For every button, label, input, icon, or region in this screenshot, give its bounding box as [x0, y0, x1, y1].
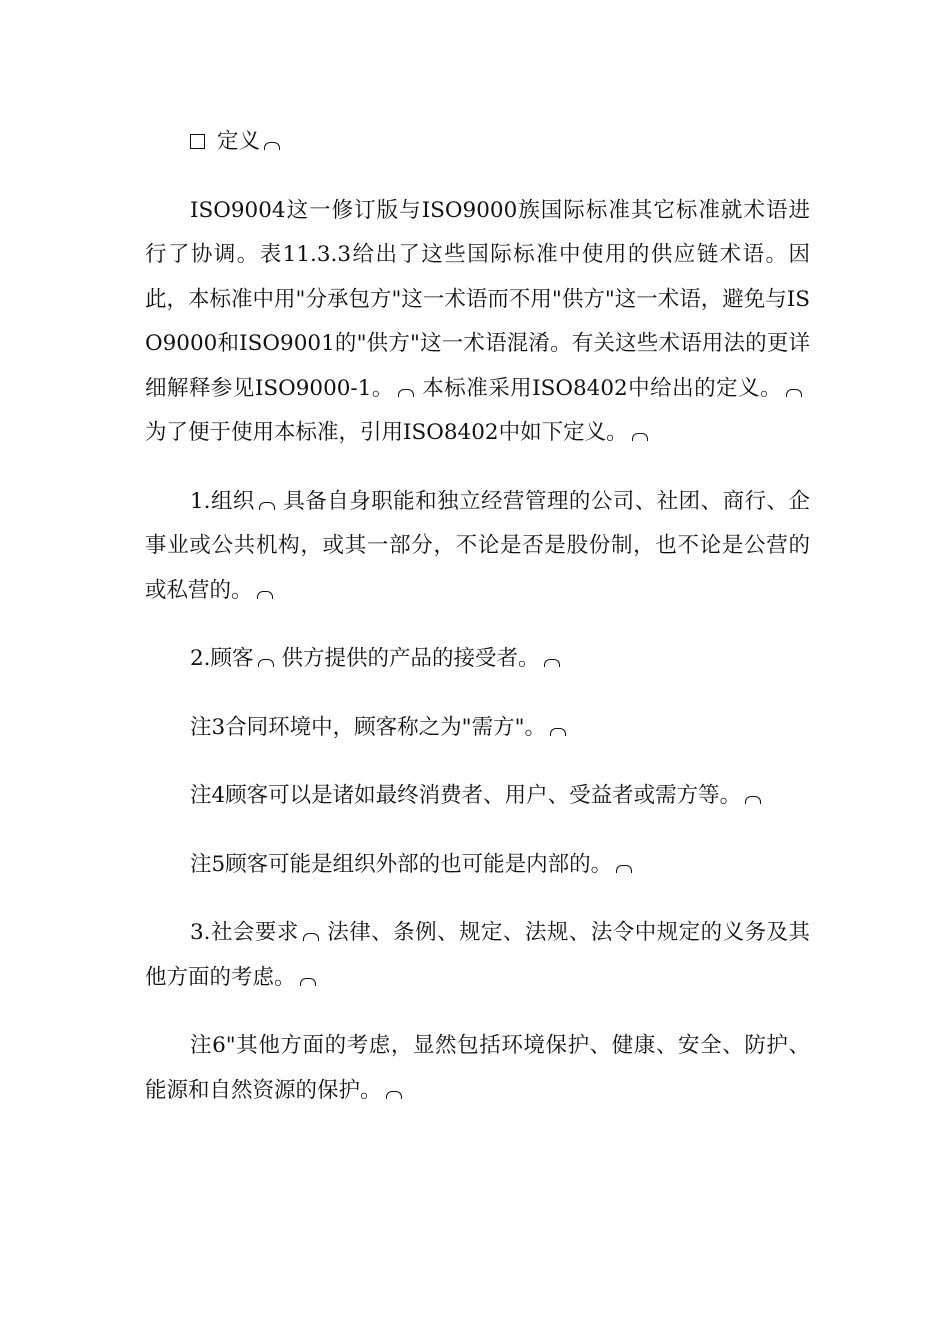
- definition-heading: [145, 120, 810, 165]
- term-definition: 法律、条例、规定、法规、法令中规定的义务及其他方面的考虑。: [145, 920, 810, 990]
- note-4: [145, 774, 810, 819]
- paragraph-mark-icon: [398, 389, 414, 397]
- note-5: [145, 843, 810, 888]
- term-label: 2.顾客: [190, 646, 254, 671]
- paragraph-mark-icon: [264, 142, 280, 150]
- note-text: 注3合同环境中，顾客称之为"需方"。: [190, 714, 546, 740]
- term-label: 3.社会要求: [190, 920, 299, 945]
- intro-text-3: 为了便于使用本标准，引用ISO8402中如下定义。: [145, 420, 628, 445]
- note-6: [145, 1024, 810, 1113]
- checkbox-icon: [190, 134, 205, 149]
- note-text: 注6"其他方面的考虑，显然包括环境保护、健康、安全、防护、能源和自然资源的保护。: [145, 1033, 810, 1103]
- term-definition: 具备自身职能和独立经营管理的公司、社团、商行、企事业或公共机构，或其一部分，不论是否是股份制，也不论是公营的或私营的。: [145, 488, 810, 603]
- definition-social-requirements: [145, 911, 810, 1000]
- term-label: 1.组织: [190, 488, 255, 514]
- definition-customer: [145, 637, 810, 682]
- note-3: [145, 706, 810, 751]
- note-text: 注4顾客可以是诸如最终消费者、用户、受益者或需方等。: [190, 783, 742, 808]
- paragraph-mark-icon: [257, 591, 273, 599]
- paragraph-mark-icon: [259, 502, 275, 510]
- intro-paragraph: [145, 189, 810, 456]
- paragraph-mark-icon: [632, 433, 648, 441]
- intro-text: ISO9004这一修订版与ISO9000族国际标准其它标准就术语进行了协调。表11.3.3给出了这些国际标准中使用的供应链术语。因此，本标准中用"分承包方"这一术语而不用"供方"这一术语，避免与ISO9000和ISO9001的"供方"这一术语混淆。有关这些术语用法的更详细解释参见ISO9000-1。: [145, 197, 810, 401]
- paragraph-mark-icon: [616, 865, 632, 873]
- note-text: 注5顾客可能是组织外部的也可能是内部的。: [190, 851, 613, 877]
- paragraph-mark-icon: [786, 389, 802, 397]
- heading-text: 定义: [217, 129, 261, 154]
- paragraph-mark-icon: [386, 1091, 402, 1099]
- paragraph-mark-icon: [544, 659, 560, 667]
- intro-text-2: 本标准采用ISO8402中给出的定义。: [421, 375, 782, 401]
- paragraph-mark-icon: [550, 728, 566, 736]
- document-body: [145, 120, 810, 1137]
- definition-organization: [145, 480, 810, 614]
- paragraph-mark-icon: [303, 933, 319, 941]
- paragraph-mark-icon: [258, 659, 274, 667]
- paragraph-mark-icon: [300, 978, 316, 986]
- paragraph-mark-icon: [745, 796, 761, 804]
- term-definition: 供方提供的产品的接受者。: [281, 646, 540, 671]
